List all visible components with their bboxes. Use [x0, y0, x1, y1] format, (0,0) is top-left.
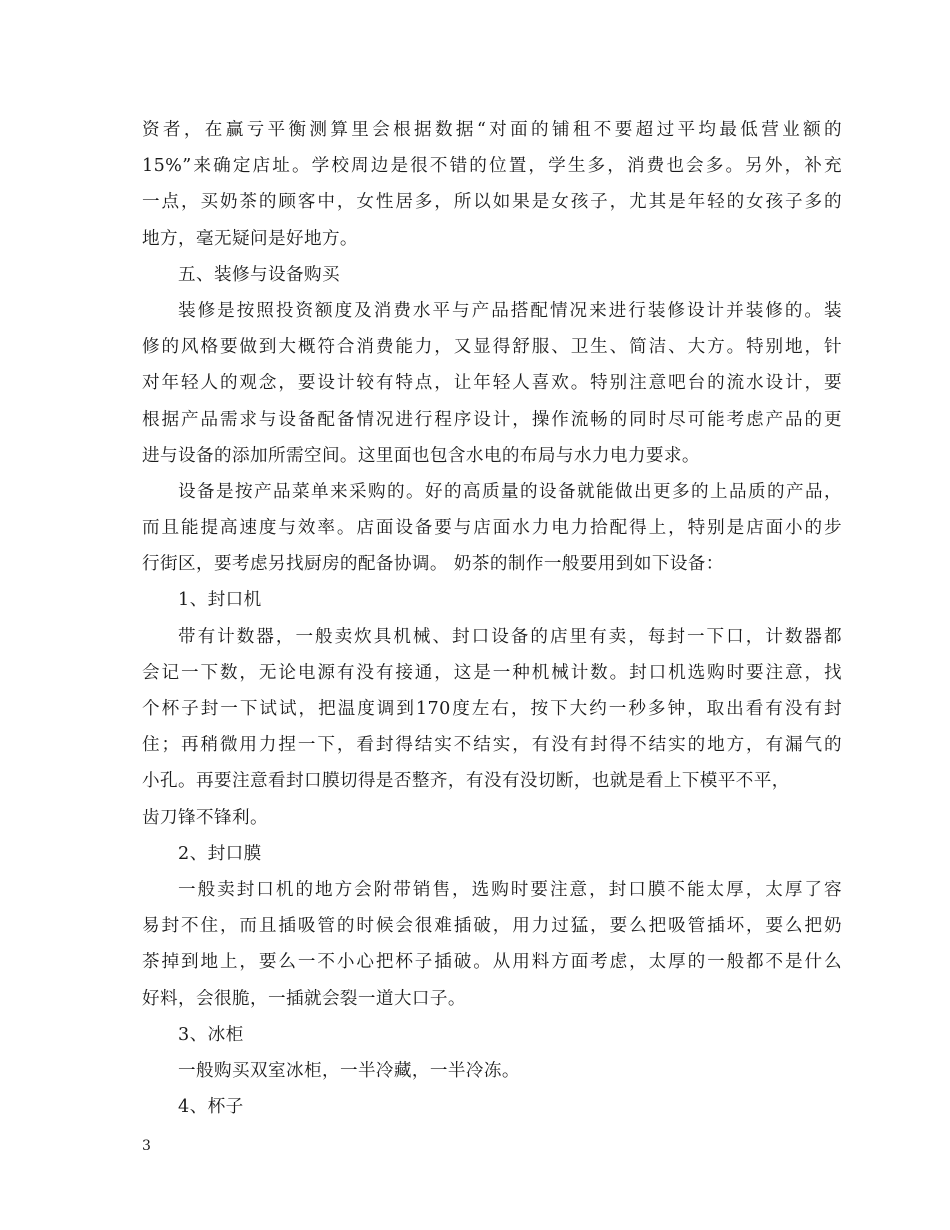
text-line: 易封不住，而且插吸管的时候会很难插破，用力过猛，要么把吸管插坏，要么把奶: [142, 916, 842, 937]
text-line: 小孔。再要注意看封口膜切得是否整齐，有没有没切断，也就是看上下模平不平，: [142, 771, 790, 792]
text-line: 2、封口膜: [178, 843, 262, 864]
text-line: 一点，买奶茶的顾客中，女性居多，所以如果是女孩子，尤其是年轻的女孩子多的: [142, 192, 842, 213]
text-line: 而且能提高速度与效率。店面设备要与店面水力电力拾配得上，特别是店面小的步: [142, 518, 842, 539]
text-line: 一般购买双室冰柜，一半冷藏，一半冷冻。: [178, 1060, 520, 1081]
text-line: 资者，在赢亏平衡测算里会根据数据“对面的铺租不要超过平均最低营业额的: [142, 120, 842, 140]
text-line: 进与设备的添加所需空间。这里面也包含水电的布局与水力电力要求。: [142, 445, 700, 466]
text-line: 15%”来确定店址。学校周边是很不错的位置，学生多，消费也会多。另外，补充: [142, 156, 842, 177]
text-line: 一般卖封口机的地方会附带销售，选购时要注意，封口膜不能太厚，太厚了容: [178, 879, 842, 900]
text-line: 3、冰柜: [178, 1024, 244, 1045]
text-line: 个杯子封一下试试，把温度调到170度左右，按下大约一秒多钟，取出看有没有封: [142, 699, 842, 719]
text-line: 五、装修与设备购买: [178, 264, 340, 285]
text-line: 地方，毫无疑问是好地方。: [142, 228, 358, 249]
page-number: 3: [142, 1138, 151, 1154]
text-line: 设备是按产品菜单来采购的。好的高质量的设备就能做出更多的上品质的产品，: [178, 481, 842, 502]
text-line: 住；再稍微用力捏一下，看封得结实不结实，有没有封得不结实的地方，有漏气的: [142, 735, 842, 756]
text-line: 行街区，要考虑另找厨房的配备协调。 奶茶的制作一般要用到如下设备：: [142, 554, 724, 575]
text-line: 装修是按照投资额度及消费水平与产品搭配情况来进行装修设计并装修的。装: [178, 300, 842, 321]
text-line: 修的风格要做到大概符合消费能力，又显得舒服、卫生、简洁、大方。特别地，针: [142, 337, 842, 358]
text-line: 根据产品需求与设备配备情况进行程序设计，操作流畅的同时尽可能考虑产品的更: [142, 409, 842, 430]
text-line: 好料，会很脆，一插就会裂一道大口子。: [142, 988, 466, 1009]
text-line: 1、封口机: [178, 590, 262, 611]
text-line: 对年轻人的观念，要设计较有特点，让年轻人喜欢。特别注意吧台的流水设计，要: [142, 373, 842, 394]
text-line: 带有计数器，一般卖炊具机械、封口设备的店里有卖，每封一下口，计数器都: [178, 626, 842, 647]
text-line: 茶掉到地上，要么一不小心把杯子插破。从用料方面考虑，太厚的一般都不是什么: [142, 952, 842, 973]
document-body: [142, 112, 842, 1125]
text-line: 齿刀锋不锋利。: [142, 807, 268, 828]
text-line: 会记一下数，无论电源有没有接通，这是一种机械计数。封口机选购时要注意，找: [142, 662, 842, 683]
text-line: 4、杯子: [178, 1097, 244, 1118]
